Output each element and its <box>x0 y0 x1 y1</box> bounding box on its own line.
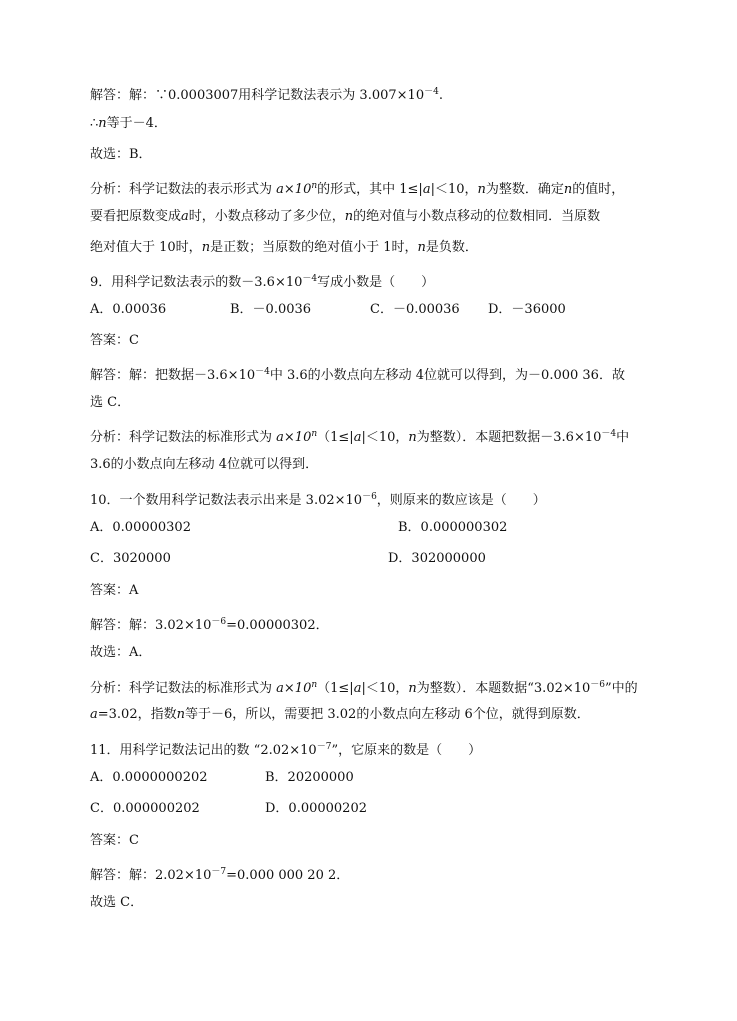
q9-answer: 答案：C <box>90 333 139 348</box>
q11-choice: 故选 C． <box>90 895 144 910</box>
q9-explanation-cont: 选 C． <box>90 395 131 410</box>
q11-option-b: B．20200000 <box>265 770 354 785</box>
q10-option-a: A．0.00000302 <box>90 520 191 535</box>
q9-option-a: A．0.00036 <box>90 302 167 317</box>
q10-option-b: B．0.000000302 <box>398 520 508 535</box>
analysis-line-3: 绝对值大于 10时，n是正数；当原数的绝对值小于 1时，n是负数． <box>90 240 478 255</box>
question-9-stem: 9．用科学记数法表示的数$-3.6\times 10^{-4}$写成小数是（ ） <box>90 274 435 290</box>
question-11-stem: 11．用科学记数法记出的数 “$2.02\times 10^{-7}$”，它原来的数是（ ） <box>90 742 482 758</box>
q9-analysis-cont: 3.6的小数点向左移动 4位就可以得到． <box>90 457 319 472</box>
q10-option-c: C．3020000 <box>90 551 171 566</box>
q9-explanation: 解答：解：把数据$-3.6\times 10^{-4}$中 3.6的小数点向左移动 4位就可以得到，为－0.000 36．故 <box>90 367 625 383</box>
q11-explanation: 解答：解：$2.02\times 10^{-7}=0.000$ 000 20 2． <box>90 867 350 883</box>
q10-option-d: D．302000000 <box>388 551 486 566</box>
q9-option-b: B．－0.0036 <box>230 302 312 317</box>
q9-analysis: 分析：科学记数法的标准形式为 $a\times 10^n(1\le|a|<10$，n为整数）．本题把数据$-3.6\times 10^{-4}$中 <box>90 429 630 445</box>
q10-answer: 答案：A <box>90 583 139 598</box>
q10-explanation: 解答：解：$3.02\times 10^{-6}=0.00000302$． <box>90 617 329 633</box>
answer-explanation: 解答：解：∵0.0003007用科学记数法表示为 $3.007\times 10^{-4}$. <box>90 87 443 103</box>
q10-analysis-cont: a=3.02，指数n等于－6，所以，需要把 3.02的小数点向左移动 6个位，就得到原数． <box>90 707 590 722</box>
q11-option-d: D．0.00000202 <box>265 801 367 816</box>
q10-choice: 故选：A． <box>90 645 152 660</box>
q11-option-a: A．0.0000000202 <box>90 770 208 785</box>
choice-line: 故选：B． <box>90 147 152 162</box>
therefore-line: ∴n等于－4． <box>90 116 167 131</box>
analysis-line-1: 分析：科学记数法的表示形式为 $a\times 10^n$的形式，其中 1≤|a|＜10，n为整数．确定n的值时， <box>90 181 625 197</box>
q9-option-d: D．－36000 <box>488 302 566 317</box>
analysis-line-2: 要看把原数变成a时，小数点移动了多少位，n的绝对值与小数点移动的位数相同．当原数 <box>90 209 601 224</box>
q11-option-c: C．0.000000202 <box>90 801 200 816</box>
q10-analysis: 分析：科学记数法的标准形式为 $a\times 10^n(1\le|a|<10$，n为整数）．本题数据“$3.02\times 10^{-6}$”中的 <box>90 680 638 696</box>
q11-answer: 答案：C <box>90 833 139 848</box>
q9-option-c: C．－0.00036 <box>370 302 460 317</box>
question-10-stem: 10．一个数用科学记数法表示出来是 $3.02\times 10^{-6}$，则原来的数应该是（ ） <box>90 492 546 508</box>
